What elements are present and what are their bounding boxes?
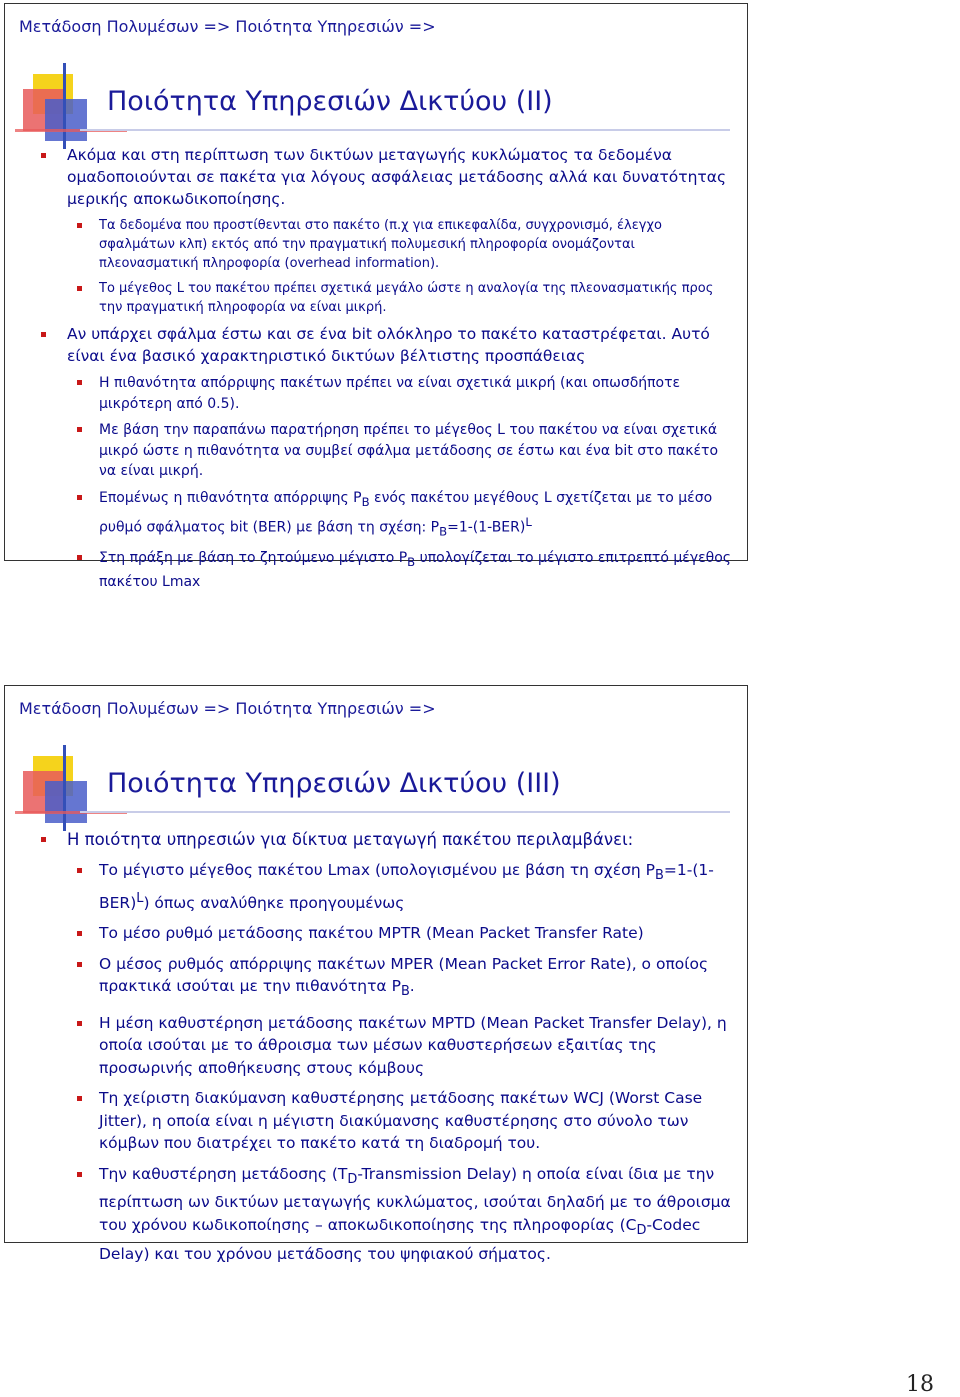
bullet-icon <box>77 931 82 936</box>
breadcrumb: Μετάδοση Πολυμέσων => Ποιότητα Υπηρεσιών => <box>19 699 436 718</box>
slide-title: Ποιότητα Υπηρεσιών Δικτύου (ΙΙ) <box>107 86 553 117</box>
list-item: Ο μέσος ρυθμός απόρριψης πακέτων MPER (Mean Packet Error Rate), ο οποίος πρακτικά ισούται με την πιθανότητα $P_B$. <box>37 953 737 1004</box>
list-item: Η ποιότητα υπηρεσιών για δίκτυα μεταγωγή πακέτου περιλαμβάνει: <box>37 828 737 851</box>
bullet-icon <box>77 868 82 873</box>
list-item: Στη πράξη με βάση το ζητούμενο μέγιστο $P_B$ υπολογίζεται το μέγιστο επιτρεπτό μέγεθος πακέτου Lmax <box>37 548 737 593</box>
bullet-icon <box>77 1021 82 1026</box>
title-divider <box>80 129 730 131</box>
bullet-icon <box>77 427 82 432</box>
page-number: 18 <box>906 1372 934 1397</box>
list-item: Με βάση την παραπάνω παρατήρηση πρέπει το μέγεθος L του πακέτου να είναι σχετικά μικρό ώστε η πιθανότητα να συμβεί σφάλμα μετάδοσης σε έστω και ένα bit στο πακέτο να είναι μικρή. <box>37 420 737 482</box>
list-item: Η πιθανότητα απόρριψης πακέτων πρέπει να είναι σχετικά μικρή (και οπωσδήποτε μικρότερη από 0.5). <box>37 373 737 414</box>
slide-content <box>37 144 737 599</box>
list-item: Ακόμα και στη περίπτωση των δικτύων μεταγωγής κυκλώματος τα δεδομένα ομαδοποιούνται σε πακέτα για λόγους ασφάλειας μετάδοσης αλλά και δυνατότητας μερικής αποκωδικοποίησης. <box>37 144 737 210</box>
bullet-icon <box>77 962 82 967</box>
bullet-icon <box>77 380 82 385</box>
list-item: Το μέγιστο μέγεθος πακέτου Lmax (υπολογισμένου με βάση τη σχέση $P_B=1-(1-BER)^L$) όπως αναλύθηκε προηγουμένως <box>37 859 737 914</box>
bullet-icon <box>77 495 82 500</box>
bullet-icon <box>41 153 46 158</box>
list-item: Την καθυστέρηση μετάδοσης ($T_D$-Transmission Delay) η οποία είναι ίδια με την περίπτωση ων δικτύων μεταγωγής κυκλώματος, ισούται δηλαδή με το άθροισμα του χρόνου κωδικοποίησης – αποκωδικοποίησης της πληροφορίας ($C_D$-Codec Delay) και του χρόνου μετάδοσης του ψηφιακού σήματος. <box>37 1163 737 1265</box>
bullet-icon <box>77 1096 82 1101</box>
list-item: Επομένως η πιθανότητα απόρριψης $P_B$ ενός πακέτου μεγέθους L σχετίζεται με το μέσο ρυθμό σφάλματος bit (BER) με βάση τη σχέση: $P_B=1-(1-BER)^L$ <box>37 488 737 542</box>
bullet-icon <box>41 332 46 337</box>
slide-content <box>37 828 737 1273</box>
list-item: Αν υπάρχει σφάλμα έστω και σε ένα bit ολόκληρο το πακέτο καταστρέφεται. Αυτό είναι ένα βασικό χαρακτηριστικό δικτύων βέλτιστης προσπάθειας <box>37 323 737 367</box>
bullet-icon <box>77 555 82 560</box>
list-item: Η μέση καθυστέρηση μετάδοσης πακέτων MPTD (Mean Packet Transfer Delay), η οποία ισούται με το άθροισμα των μέσων καθυστερήσεων εξαιτίας της προσωρινής αποθήκευσης στους κόμβους <box>37 1012 737 1080</box>
bullet-icon <box>77 1172 82 1177</box>
slide-title: Ποιότητα Υπηρεσιών Δικτύου (ΙΙI) <box>107 768 561 799</box>
bullet-icon <box>77 223 82 228</box>
list-item: Το μέγεθος L του πακέτου πρέπει σχετικά μεγάλο ώστε η αναλογία της πλεονασματικής προς την πραγματική πληροφορία να είναι μικρή. <box>37 279 737 317</box>
slide-1 <box>4 3 748 591</box>
slide-2 <box>4 685 748 1263</box>
breadcrumb: Μετάδοση Πολυμέσων => Ποιότητα Υπηρεσιών => <box>19 17 436 36</box>
list-item: Τα δεδομένα που προστίθενται στο πακέτο (π.χ για επικεφαλίδα, συγχρονισμό, έλεγχο σφαλμάτων κλπ) εκτός από την πραγματική πολυμεσική πληροφορία ονομάζονται πλεονασματική πληροφορία (overhead information). <box>37 216 737 273</box>
list-item: Το μέσο ρυθμό μετάδοσης πακέτου MPTR (Mean Packet Transfer Rate) <box>37 922 737 945</box>
list-item: Τη χείριστη διακύμανση καθυστέρησης μετάδοσης πακέτων WCJ (Worst Case Jitter), η οποία είναι η μέγιστη διακύμανσης καθυστέρησης στο σύνολο των κόμβων που διατρέχει το πακέτο κατά τη διαδρομή του. <box>37 1087 737 1155</box>
bullet-icon <box>41 837 46 842</box>
bullet-icon <box>77 286 82 291</box>
title-divider <box>80 811 730 813</box>
